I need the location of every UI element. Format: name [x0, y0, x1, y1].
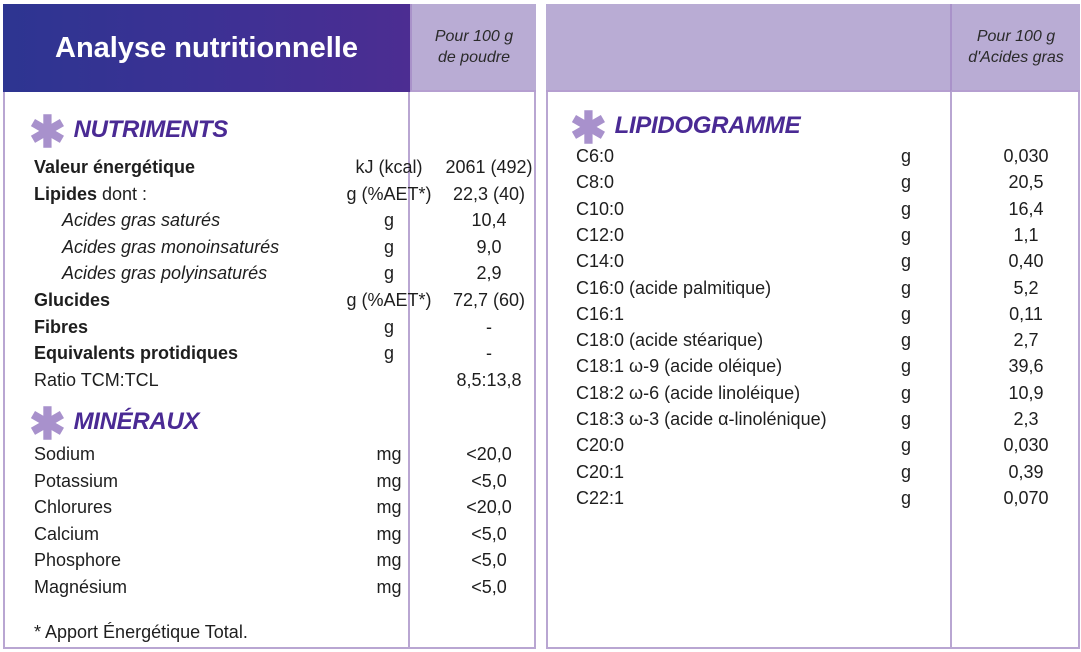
table-row [576, 327, 1076, 353]
row-value: 5,2 [1013, 277, 1039, 298]
row-value: - [486, 343, 492, 364]
row-label-text: Acides gras monoinsaturés [62, 236, 280, 257]
row-label: Magnésium [34, 577, 128, 597]
row-label: C14:0 [576, 251, 625, 272]
section-title-mineraux [29, 400, 200, 449]
row-label: C12:0 [576, 224, 625, 245]
section-title-text: LIPIDOGRAMME [614, 112, 801, 139]
row-unit: g [900, 303, 911, 324]
table-row [576, 222, 1076, 248]
row-value: 0,40 [1008, 251, 1044, 272]
row-value: <5,0 [471, 577, 507, 597]
row-unit: g [900, 461, 911, 482]
row-value: <5,0 [471, 550, 507, 571]
column-header-per-100g-powder [410, 4, 536, 92]
row-unit: g (%AET*) [346, 183, 432, 204]
row-unit: g [900, 251, 911, 272]
row-label: C22:1 [576, 487, 625, 508]
table-row [34, 367, 534, 393]
row-label: C18:0 (acide stéarique) [576, 330, 764, 351]
table-row [576, 380, 1076, 406]
row-unit: mg [376, 523, 402, 544]
row-label: C16:0 (acide palmitique) [576, 277, 772, 298]
table-row [576, 196, 1076, 222]
row-unit: g [900, 198, 911, 219]
section-title-lipidogramme [570, 104, 801, 153]
row-label [34, 314, 88, 340]
table-row [34, 287, 534, 313]
table-row [576, 275, 1076, 301]
row-label-text: Fibres [34, 316, 89, 337]
row-label [34, 340, 238, 366]
row-label-text: Acides gras polyinsaturés [62, 263, 268, 284]
row-value: 72,7 (60) [452, 290, 526, 310]
row-label [62, 234, 279, 260]
row-label: C18:3 ω-3 (acide α-linolénique) [576, 409, 827, 429]
row-value: <5,0 [471, 470, 507, 491]
table-row [576, 432, 1076, 458]
row-label: C16:1 [576, 303, 625, 324]
row-label: Chlorures [34, 497, 113, 518]
row-label-text: Glucides [34, 290, 111, 310]
row-unit: g [900, 172, 911, 193]
row-unit: g [900, 356, 911, 377]
row-label: C6:0 [576, 146, 615, 166]
asterisk-icon: ✱ [29, 108, 66, 157]
row-value: 0,11 [1009, 303, 1043, 324]
row-unit: g [900, 330, 911, 351]
row-label: C18:2 ω-6 (acide linoléique) [576, 382, 801, 403]
panel-header [546, 4, 1080, 92]
row-value: 39,6 [1008, 356, 1044, 377]
footnote: * Apport Énergétique Total. [34, 622, 248, 642]
table-row [34, 154, 534, 180]
row-label [62, 207, 220, 233]
nutrition-analysis-panel [3, 4, 536, 649]
row-unit: g [383, 343, 394, 364]
row-unit: mg [376, 444, 402, 464]
row-value: 2061 (492) [445, 157, 533, 177]
asterisk-icon: ✱ [29, 400, 66, 449]
table-row [34, 494, 534, 520]
section-title-nutriments [29, 108, 228, 157]
row-value: 22,3 (40) [452, 183, 526, 204]
table-row [34, 234, 534, 260]
section-title-text: NUTRIMENTS [73, 116, 228, 143]
row-unit: g [383, 236, 394, 257]
asterisk-icon: ✱ [570, 104, 607, 153]
row-label: C18:1 ω-9 (acide oléique) [576, 356, 783, 377]
row-label-text: Valeur énergétique [34, 157, 196, 177]
table-row [576, 169, 1076, 195]
row-unit: kJ (kcal) [355, 157, 423, 177]
table-row [576, 459, 1076, 485]
row-value: 16,4 [1008, 198, 1044, 219]
row-value: 0,39 [1008, 461, 1044, 482]
table-row [34, 521, 534, 547]
table-row [34, 260, 534, 286]
row-label: Sodium [34, 444, 96, 464]
row-label [62, 260, 267, 286]
column-header-line2: de poudre [437, 49, 511, 66]
row-label [34, 287, 110, 313]
row-value: 2,9 [476, 263, 502, 284]
table-row [34, 207, 534, 233]
table-row [34, 340, 534, 366]
row-label [34, 181, 147, 207]
table-row [576, 485, 1076, 511]
row-label-text: Acides gras saturés [62, 210, 221, 231]
row-label [34, 367, 159, 393]
row-unit: mg [376, 497, 402, 518]
table-row [576, 143, 1076, 169]
table-row [34, 547, 534, 573]
row-value: 0,070 [1003, 487, 1049, 508]
row-label: C20:1 [576, 461, 625, 482]
row-value: <20,0 [466, 497, 512, 518]
row-label-text: Equivalents protidiques [34, 343, 239, 364]
table-row [34, 314, 534, 340]
table-row [576, 406, 1076, 432]
row-unit: g [900, 409, 911, 429]
table-row [576, 353, 1076, 379]
row-value: <5,0 [471, 523, 507, 544]
row-unit: g [900, 487, 911, 508]
table-row [34, 441, 534, 467]
row-label: Potassium [34, 470, 119, 491]
row-value: 10,9 [1008, 382, 1044, 403]
section-title-text: MINÉRAUX [73, 408, 200, 435]
row-unit: g [383, 263, 394, 284]
row-unit: g [900, 277, 911, 298]
row-unit: g [383, 210, 394, 231]
row-unit: g [900, 435, 911, 456]
row-unit: g (%AET*) [346, 290, 432, 310]
table-row [34, 181, 534, 207]
table-row [34, 574, 534, 600]
row-unit: mg [376, 577, 402, 597]
panel-header [3, 4, 536, 92]
column-header-line1: Pour 100 g [976, 28, 1056, 45]
table-row [576, 301, 1076, 327]
row-value: <20,0 [466, 444, 512, 464]
row-unit: g [383, 316, 394, 337]
page-title: Analyse nutritionnelle [3, 4, 410, 92]
row-value: 2,3 [1013, 409, 1039, 429]
row-value: 2,7 [1013, 330, 1039, 351]
row-value: 8,5:13,8 [456, 369, 522, 390]
row-value: 20,5 [1008, 172, 1044, 193]
header-spacer [546, 4, 950, 92]
column-header-line1: Pour 100 g [434, 28, 514, 45]
row-unit: g [900, 224, 911, 245]
row-label: Calcium [34, 523, 100, 544]
row-unit: mg [376, 550, 402, 571]
row-value: 9,0 [476, 236, 502, 257]
row-label: C20:0 [576, 435, 625, 456]
row-value: 0,030 [1003, 435, 1049, 456]
row-value: 1,1 [1013, 224, 1039, 245]
row-value: 0,030 [1003, 146, 1049, 166]
row-unit: mg [376, 470, 402, 491]
table-row [34, 468, 534, 494]
row-label-text: Ratio TCM:TCL [34, 369, 159, 390]
lipidogram-panel [546, 4, 1080, 649]
table-row [576, 248, 1076, 274]
row-label [34, 154, 195, 180]
column-header-per-100g-fatty-acids [950, 4, 1080, 92]
row-unit: g [900, 382, 911, 403]
row-value: - [486, 316, 492, 337]
row-unit: g [900, 146, 911, 166]
row-value: 10,4 [471, 210, 507, 231]
row-label-suffix: dont : [97, 183, 148, 204]
row-label: C8:0 [576, 172, 615, 193]
column-header-line2: d'Acides gras [968, 49, 1064, 66]
row-label-text: Lipides [34, 183, 98, 204]
row-label: C10:0 [576, 198, 625, 219]
row-label: Phosphore [34, 550, 122, 571]
